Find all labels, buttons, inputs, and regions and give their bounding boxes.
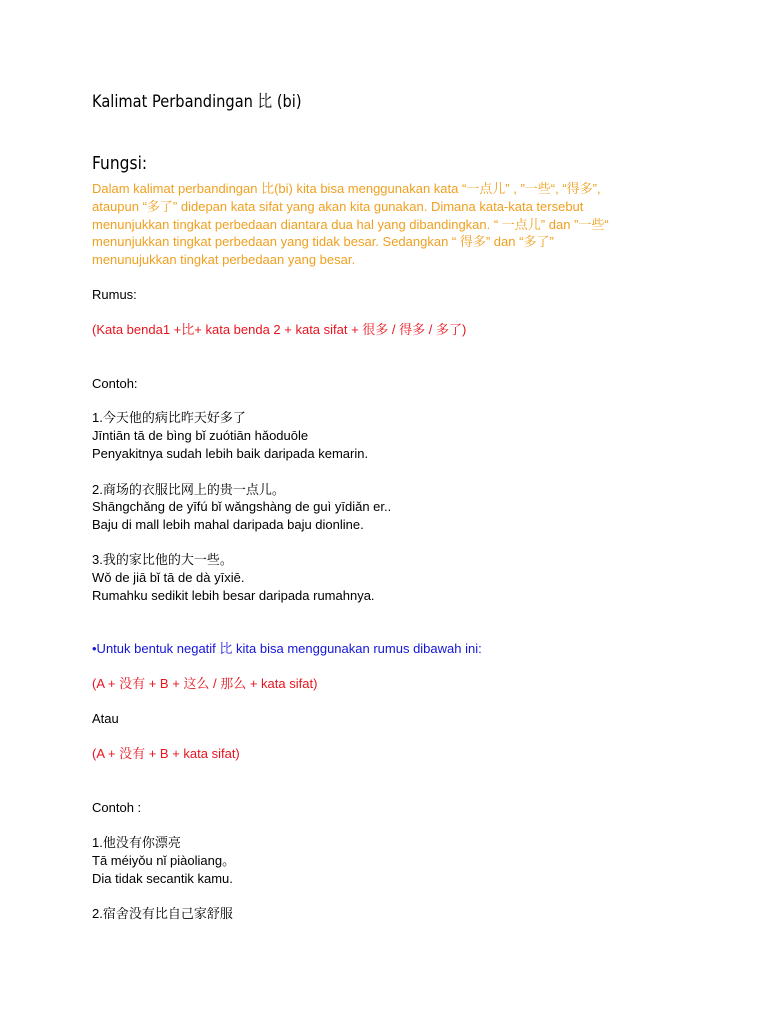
negatif-note: •Untuk bentuk negatif 比 kita bisa menggunakan rumus dibawah ini: xyxy=(92,641,482,656)
fungsi-paragraph-line: Dalam kalimat perbandingan 比(bi) kita bisa menggunakan kata “一点儿” , ”一些“, “得多”, xyxy=(92,181,601,196)
rumus-label: Rumus: xyxy=(92,287,137,302)
example-pinyin: Wǒ de jiā bǐ tā de dà yīxiē. xyxy=(92,570,245,585)
page-title: Kalimat Perbandingan 比 (bi) xyxy=(92,92,302,112)
fungsi-paragraph-line: ataupun “多了” didepan kata sifat yang akan kita gunakan. Dimana kata-kata tersebut xyxy=(92,199,584,214)
contoh-label: Contoh: xyxy=(92,376,138,391)
example-chinese: 1.今天他的病比昨天好多了 xyxy=(92,410,246,425)
example-translation: Rumahku sedikit lebih besar daripada rumahnya. xyxy=(92,588,375,603)
example-chinese: 3.我的家比他的大一些。 xyxy=(92,552,233,567)
example-chinese: 2.商场的衣服比网上的贵一点儿。 xyxy=(92,482,285,497)
example-pinyin: Shāngchǎng de yīfú bǐ wǎngshàng de guì yīdiǎn er.. xyxy=(92,499,392,514)
example-translation: Penyakitnya sudah lebih baik daripada kemarin. xyxy=(92,446,369,461)
contoh2-label: Contoh : xyxy=(92,800,142,815)
example-translation: Baju di mall lebih mahal daripada baju dionline. xyxy=(92,517,364,532)
fungsi-heading: Fungsi: xyxy=(92,153,148,174)
example-pinyin: Jīntiān tā de bìng bǐ zuótiān hǎoduōle xyxy=(92,428,309,443)
negatif-formula-2: (A + 没有 + B + kata sifat) xyxy=(92,746,240,761)
negatif-formula-1: (A + 没有 + B + 这么 / 那么 + kata sifat) xyxy=(92,676,318,691)
rumus-formula: (Kata benda1 +比+ kata benda 2 + kata sifat + 很多 / 得多 / 多了) xyxy=(92,322,467,337)
fungsi-paragraph-line: menunujukkan tingkat perbedaan yang besar. xyxy=(92,252,356,267)
example2-translation: Dia tidak secantik kamu. xyxy=(92,871,233,886)
example2-pinyin: Tā méiyǒu nǐ piàoliang。 xyxy=(92,853,236,868)
example2-chinese: 1.他没有你漂亮 xyxy=(92,835,181,850)
example2-chinese: 2.宿舍没有比自己家舒服 xyxy=(92,906,233,921)
fungsi-paragraph-line: menunjukkan tingkat perbedaan yang tidak besar. Sedangkan “ 得多” dan “多了” xyxy=(92,234,554,249)
atau-label: Atau xyxy=(92,711,119,726)
fungsi-paragraph-line: menunjukkan tingkat perbedaan diantara dua hal yang dibandingkan. “ 一点儿” dan ”一些“ xyxy=(92,217,609,232)
